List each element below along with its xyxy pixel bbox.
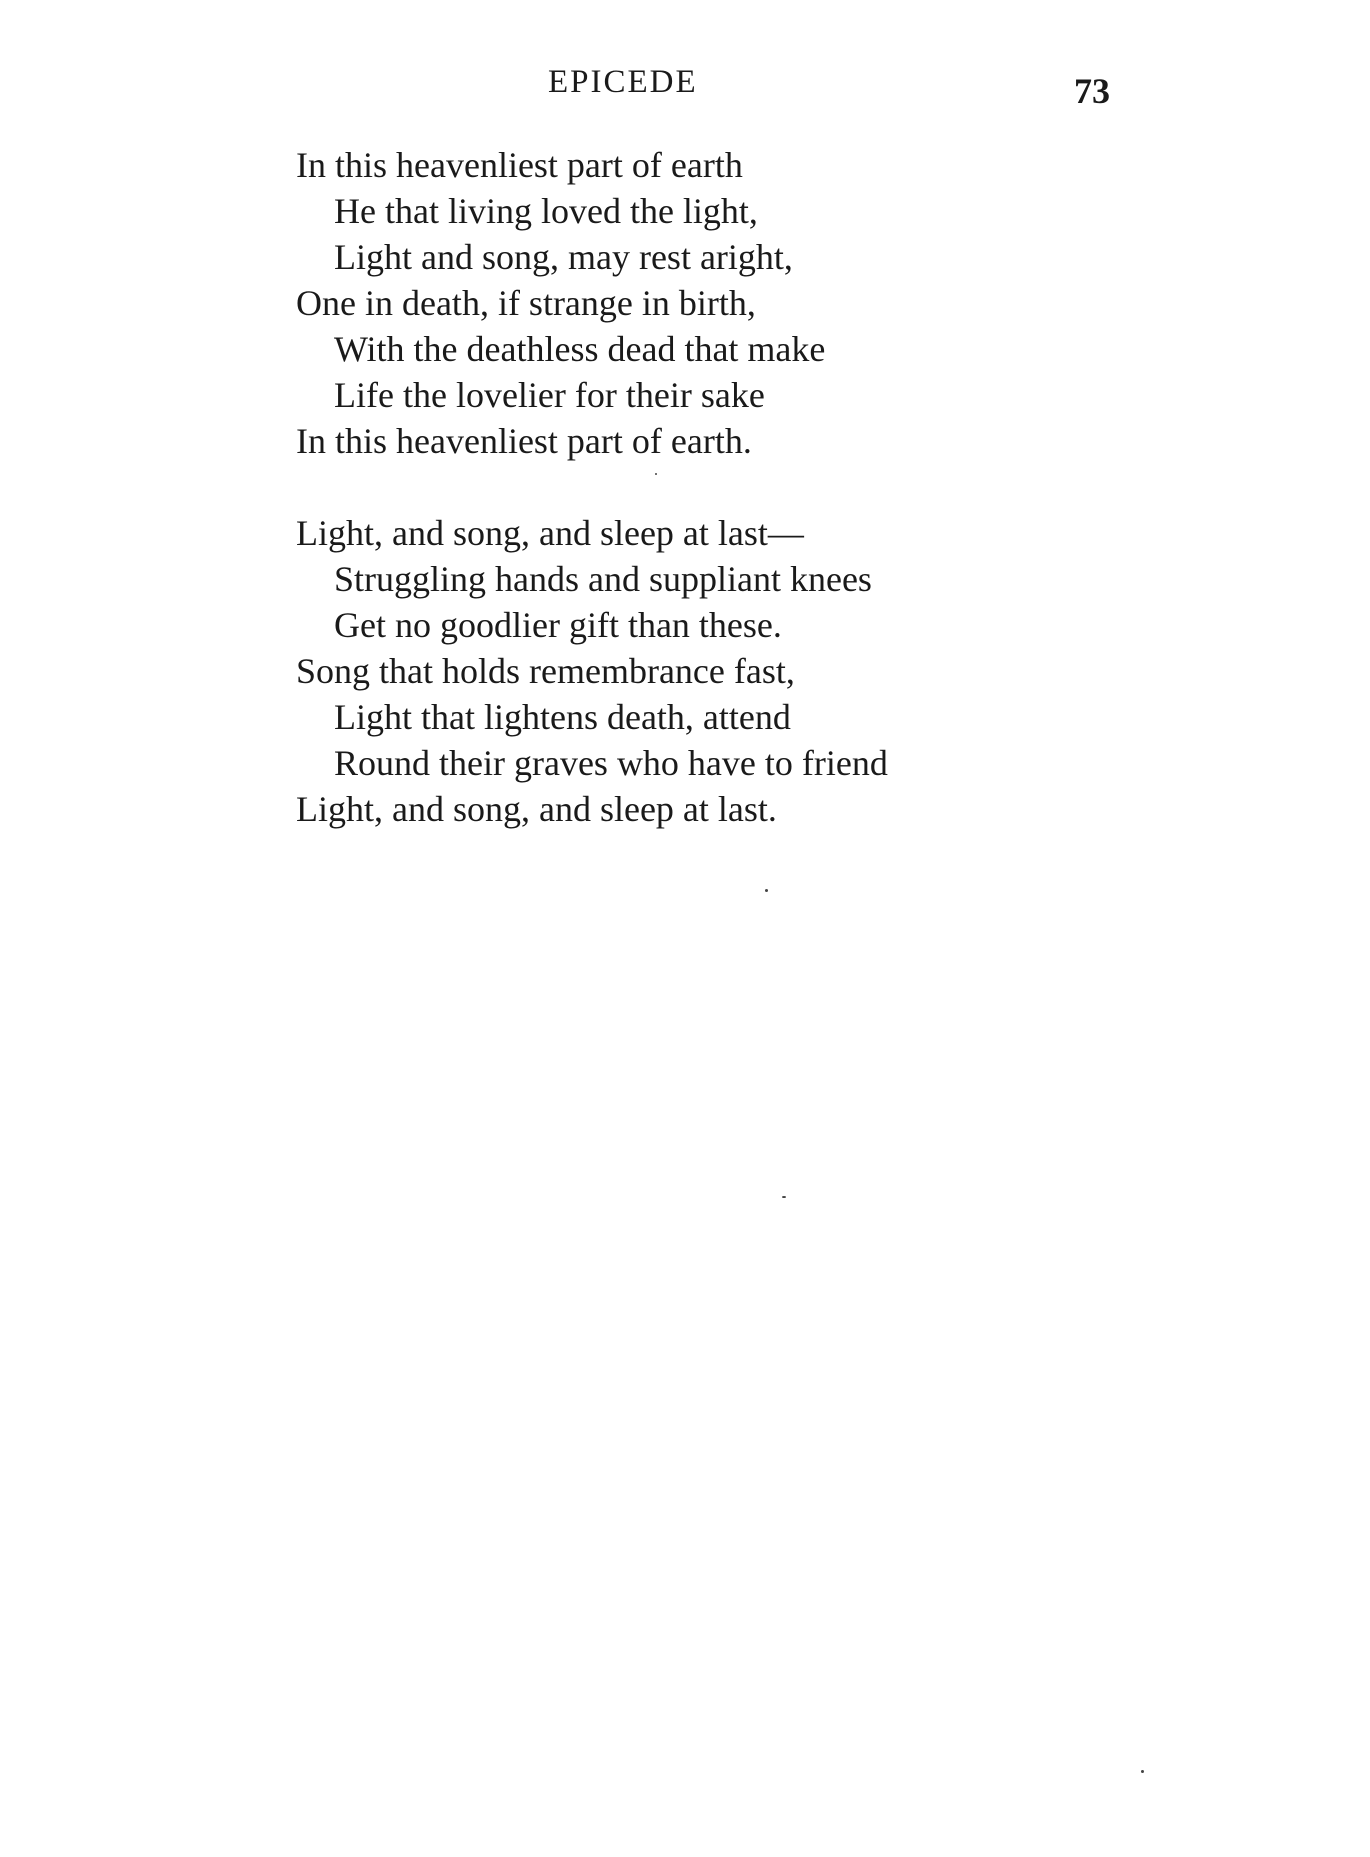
poem-line: Light that lightens death, attend xyxy=(334,697,791,737)
poem-line: Song that holds remembrance fast, xyxy=(296,651,795,691)
poem xyxy=(296,142,1296,832)
poem-line: Life the lovelier for their sake xyxy=(334,375,765,415)
stanza-2 xyxy=(296,510,1296,832)
poem-line: One in death, if strange in birth, xyxy=(296,283,756,323)
scan-speck xyxy=(655,473,657,475)
poem-line: Get no goodlier gift than these. xyxy=(334,605,782,645)
running-head xyxy=(0,64,1370,114)
poem-line: Round their graves who have to friend xyxy=(334,743,888,783)
poem-line: In this heavenliest part of earth. xyxy=(296,421,752,461)
poem-line: Light, and song, and sleep at last. xyxy=(296,789,777,829)
poem-line: Struggling hands and suppliant knees xyxy=(334,559,872,599)
poem-line: Light, and song, and sleep at last— xyxy=(296,513,804,553)
running-title: EPICEDE xyxy=(548,64,698,100)
stanza-1 xyxy=(296,142,1296,464)
poem-line: Light and song, may rest aright, xyxy=(334,237,793,277)
page-number: 73 xyxy=(1074,71,1110,111)
scan-speck xyxy=(765,889,768,892)
poem-line: With the deathless dead that make xyxy=(334,329,826,369)
poem-line: In this heavenliest part of earth xyxy=(296,145,743,185)
poem-line: He that living loved the light, xyxy=(334,191,758,231)
scan-speck xyxy=(1141,1770,1144,1773)
scan-speck xyxy=(782,1196,786,1198)
